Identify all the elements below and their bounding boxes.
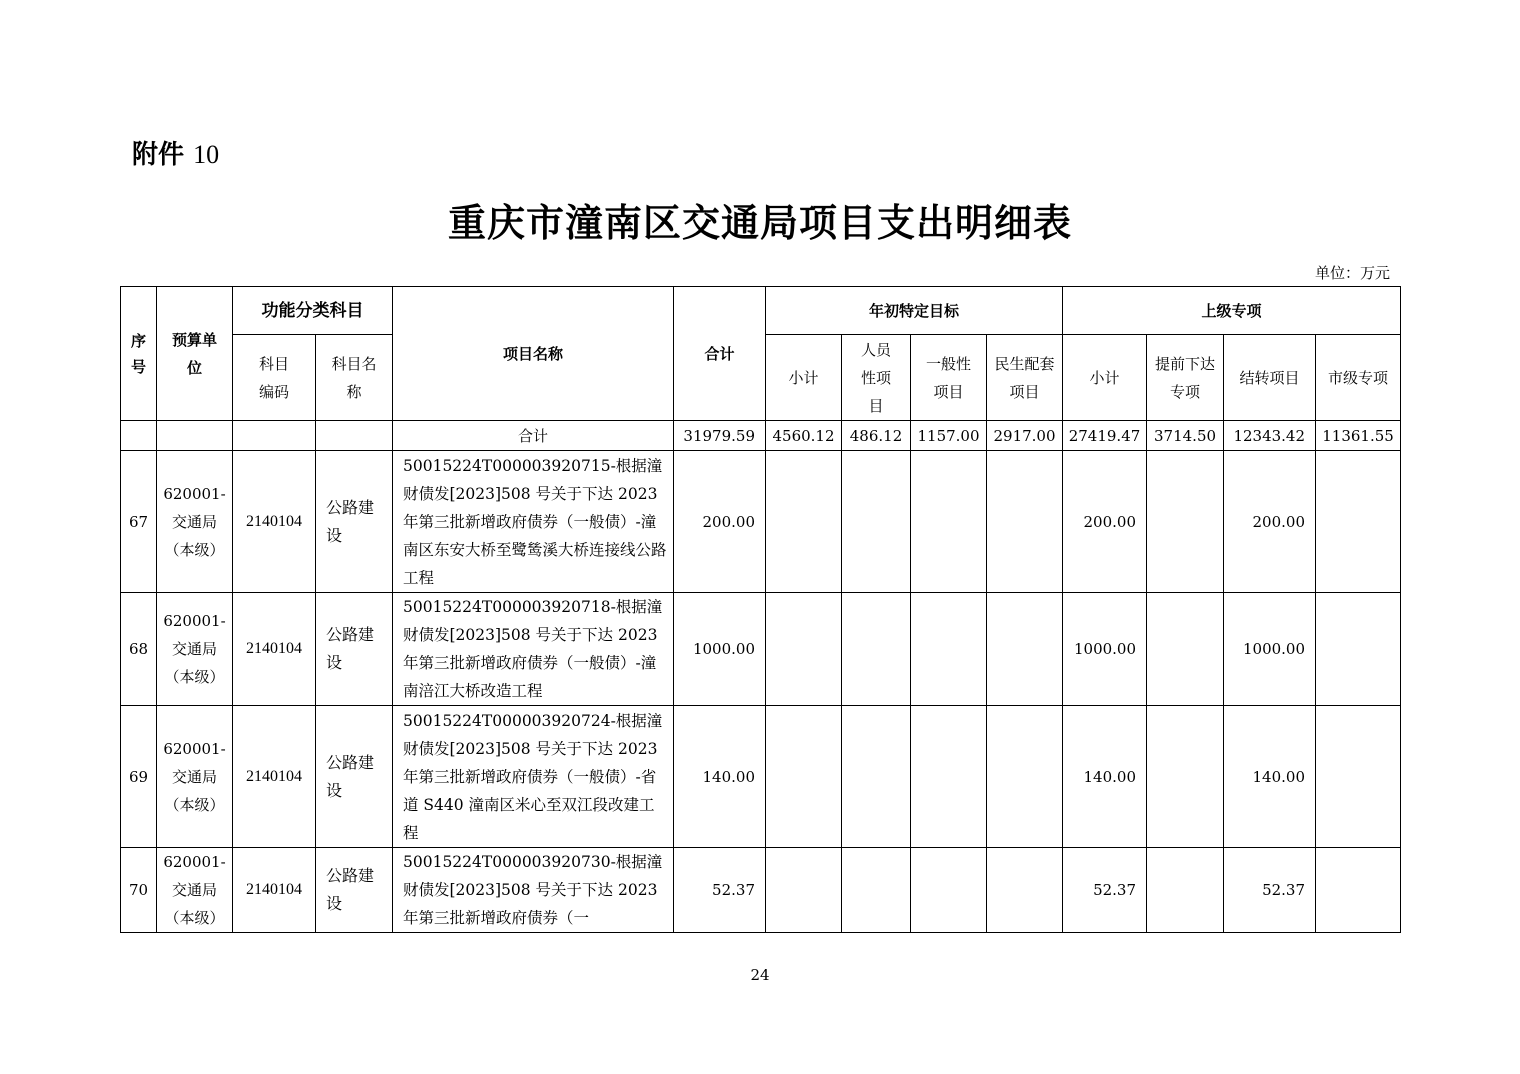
- header-total: 合计: [674, 287, 766, 421]
- row-personnel: [842, 451, 911, 593]
- header-livelihood-label: 民生配套项目: [994, 354, 1055, 401]
- header-budget-unit: [157, 287, 233, 421]
- row-advance: [1147, 706, 1224, 848]
- header-general-label: 一般性项目: [926, 354, 972, 401]
- row-carryover: 1000.00: [1224, 593, 1316, 706]
- attachment-number: 10: [193, 140, 220, 169]
- row-livelihood: [987, 706, 1063, 848]
- header-city: [1316, 335, 1401, 421]
- row-project: 50015224T000003920730-根据潼财债发[2023]508 号关于下达 2023 年第三批新增政府债券（一: [393, 848, 674, 933]
- header-budget-unit-label: 预算单位: [172, 330, 218, 377]
- header-personnel-label: 人员性项目: [861, 340, 892, 415]
- header-project-name: 项目名称: [393, 287, 674, 421]
- row-advance: [1147, 451, 1224, 593]
- row-livelihood: [987, 848, 1063, 933]
- row-higher-subtotal: 52.37: [1063, 848, 1147, 933]
- row-total: 200.00: [674, 451, 766, 593]
- row-total: 52.37: [674, 848, 766, 933]
- row-unit: 620001-交通局（本级）: [157, 848, 233, 933]
- total-general: 1157.00: [911, 421, 987, 451]
- row-code: 2140104: [233, 593, 316, 706]
- header-seq: [121, 287, 157, 421]
- total-personnel: 486.12: [842, 421, 911, 451]
- total-carryover: 12343.42: [1224, 421, 1316, 451]
- header-advance: [1147, 335, 1224, 421]
- row-unit: 620001-交通局（本级）: [157, 451, 233, 593]
- row-personnel: [842, 706, 911, 848]
- row-subject: 公路建设: [316, 706, 393, 848]
- row-city: [1316, 451, 1401, 593]
- row-general: [911, 451, 987, 593]
- header-subject-name: [316, 335, 393, 421]
- row-higher-subtotal: 1000.00: [1063, 593, 1147, 706]
- row-subject: 公路建设: [316, 451, 393, 593]
- row-higher-subtotal: 140.00: [1063, 706, 1147, 848]
- row-general: [911, 706, 987, 848]
- row-code: 2140104: [233, 706, 316, 848]
- row-annual-subtotal: [766, 706, 842, 848]
- table-row: [121, 451, 1401, 593]
- row-personnel: [842, 848, 911, 933]
- total-city: 11361.55: [1316, 421, 1401, 451]
- attachment-text: 附件: [132, 140, 185, 170]
- row-total: 140.00: [674, 706, 766, 848]
- header-seq-label: 序号: [131, 331, 147, 376]
- row-project: 50015224T000003920715-根据潼财债发[2023]508 号关于下达 2023 年第三批新增政府债券（一般债）-潼南区东安大桥至鹭鸶溪大桥连接线公路工程: [393, 451, 674, 593]
- total-livelihood: 2917.00: [987, 421, 1063, 451]
- expenditure-table: [120, 286, 1401, 933]
- header-higher-special: 上级专项: [1063, 287, 1401, 335]
- header-livelihood: [987, 335, 1063, 421]
- total-higher-subtotal: 27419.47: [1063, 421, 1147, 451]
- table-row: [121, 706, 1401, 848]
- row-carryover: 200.00: [1224, 451, 1316, 593]
- row-city: [1316, 706, 1401, 848]
- row-subject: 公路建设: [316, 848, 393, 933]
- row-seq: 67: [121, 451, 157, 593]
- row-seq: 69: [121, 706, 157, 848]
- row-total: 1000.00: [674, 593, 766, 706]
- unit-note: 单位：万元: [1314, 264, 1390, 282]
- header-annual-target: 年初特定目标: [766, 287, 1063, 335]
- total-empty-1: [121, 421, 157, 451]
- row-general: [911, 593, 987, 706]
- total-row: [121, 421, 1401, 451]
- row-carryover: 52.37: [1224, 848, 1316, 933]
- header-city-label: 市级专项: [1328, 368, 1389, 387]
- row-seq: 68: [121, 593, 157, 706]
- row-advance: [1147, 593, 1224, 706]
- row-unit: 620001-交通局（本级）: [157, 593, 233, 706]
- row-annual-subtotal: [766, 451, 842, 593]
- row-annual-subtotal: [766, 848, 842, 933]
- row-livelihood: [987, 451, 1063, 593]
- header-subject-name-label: 科目名称: [331, 354, 377, 401]
- row-city: [1316, 593, 1401, 706]
- header-subject-code: [233, 335, 316, 421]
- page-title: 重庆市潼南区交通局项目支出明细表: [447, 201, 1072, 245]
- table-row: [121, 848, 1401, 933]
- total-label: 合计: [393, 421, 674, 451]
- header-personnel: [842, 335, 911, 421]
- page-number: 24: [750, 966, 770, 984]
- row-carryover: 140.00: [1224, 706, 1316, 848]
- row-annual-subtotal: [766, 593, 842, 706]
- total-advance: 3714.50: [1147, 421, 1224, 451]
- row-advance: [1147, 848, 1224, 933]
- row-general: [911, 848, 987, 933]
- header-higher-subtotal: 小计: [1063, 335, 1147, 421]
- row-project: 50015224T000003920718-根据潼财债发[2023]508 号关于下达 2023 年第三批新增政府债券（一般债）-潼南涪江大桥改造工程: [393, 593, 674, 706]
- header-annual-subtotal: 小计: [766, 335, 842, 421]
- row-seq: 70: [121, 848, 157, 933]
- row-code: 2140104: [233, 848, 316, 933]
- header-carryover: 结转项目: [1224, 335, 1316, 421]
- total-empty-3: [233, 421, 316, 451]
- row-livelihood: [987, 593, 1063, 706]
- table-row: [121, 593, 1401, 706]
- row-city: [1316, 848, 1401, 933]
- row-subject: 公路建设: [316, 593, 393, 706]
- row-higher-subtotal: 200.00: [1063, 451, 1147, 593]
- row-personnel: [842, 593, 911, 706]
- row-unit: 620001-交通局（本级）: [157, 706, 233, 848]
- header-func-class: 功能分类科目: [233, 287, 393, 335]
- header-subject-code-label: 科目编码: [259, 354, 290, 401]
- total-annual-subtotal: 4560.12: [766, 421, 842, 451]
- header-general: [911, 335, 987, 421]
- row-code: 2140104: [233, 451, 316, 593]
- total-sum: 31979.59: [674, 421, 766, 451]
- row-project: 50015224T000003920724-根据潼财债发[2023]508 号关于下达 2023 年第三批新增政府债券（一般债）-省道 S440 潼南区米心至双江段改建工程: [393, 706, 674, 848]
- total-empty-2: [157, 421, 233, 451]
- header-advance-label: 提前下达专项: [1155, 354, 1216, 401]
- attachment-label: [132, 134, 219, 171]
- total-empty-4: [316, 421, 393, 451]
